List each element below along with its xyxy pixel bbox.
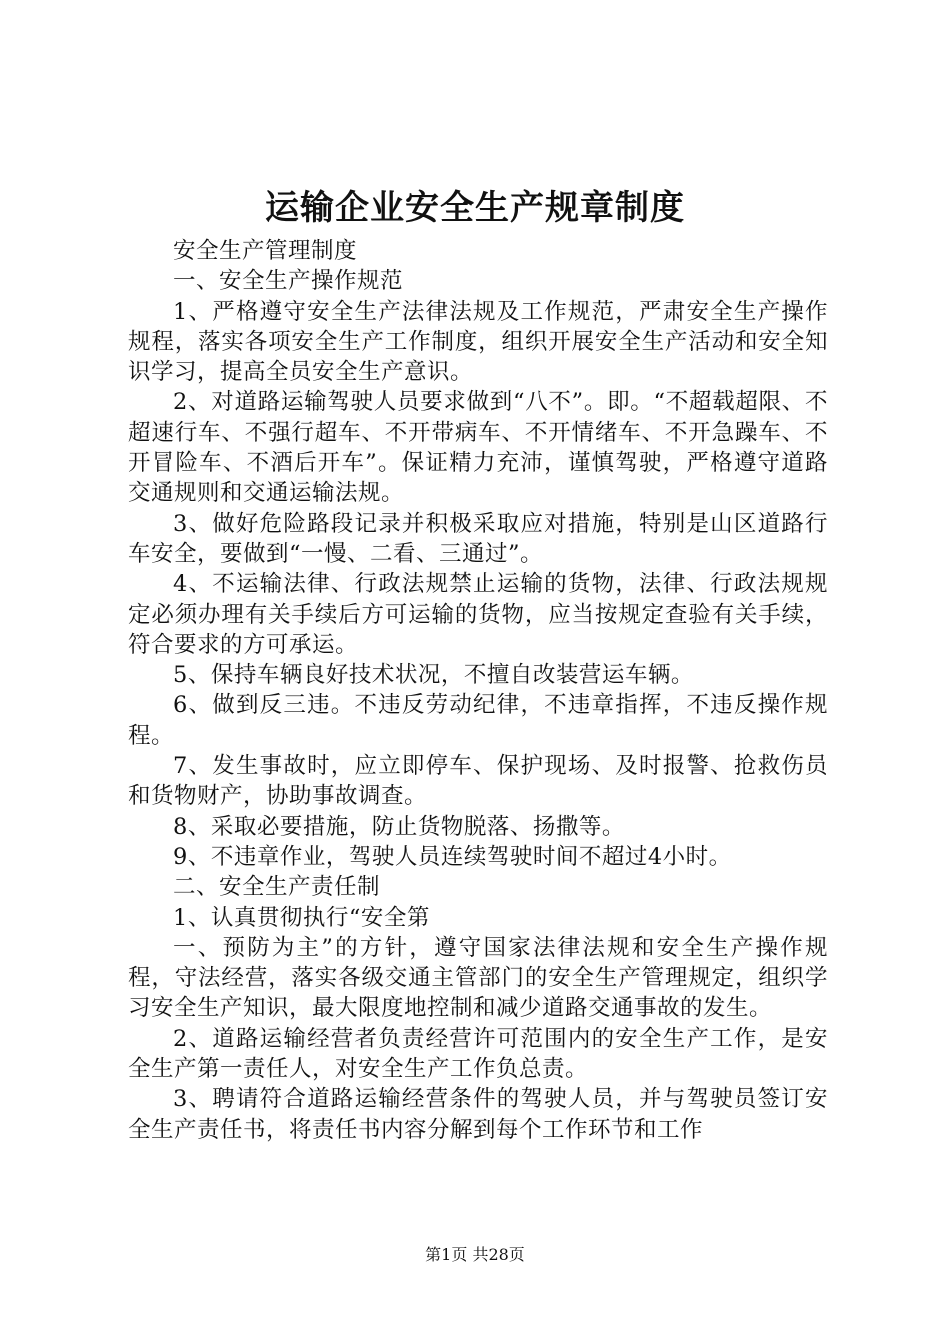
paragraph: 7、发生事故时，应立即停车、保护现场、及时报警、抢救伤员和货物财产，协助事故调查。 [128, 753, 828, 810]
document-body [128, 236, 828, 1145]
paragraph: 4、不运输法律、行政法规禁止运输的货物，法律、行政法规规定必须办理有关手续后方可运输的货物，应当按规定查验有关手续，符合要求的方可承运。 [128, 571, 828, 658]
document-title: 运输企业安全生产规章制度 [265, 188, 685, 228]
paragraph: 2、道路运输经营者负责经营许可范围内的安全生产工作，是安全生产第一责任人，对安全生产工作负总责。 [128, 1025, 828, 1083]
paragraph: 5、保持车辆良好技术状况，不擅自改装营运车辆。 [173, 662, 694, 689]
paragraph: 3、聘请符合道路运输经营条件的驾驶人员，并与驾驶员签订安全生产责任书，将责任书内容分解到每个工作环节和工作 [128, 1086, 828, 1143]
paragraph-subtitle: 安全生产管理制度 [173, 238, 358, 264]
paragraph: 1、严格遵守安全生产法律法规及工作规范，严肃安全生产操作规程，落实各项安全生产工作制度，组织开展安全生产活动和安全知识学习，提高全员安全生产意识。 [128, 298, 828, 386]
section-heading: 一、安全生产操作规范 [173, 268, 404, 295]
paragraph: 6、做到反三违。不违反劳动纪律，不违章指挥，不违反操作规程。 [128, 692, 828, 749]
paragraph: 2、对道路运输驾驶人员要求做到“八不”。即。“不超载超限、不超速行车、不强行超车、不开带病车、不开情绪车、不开急躁车、不开冒险车、不酒后开车”。保证精力充沛，谨慎驾驶，严格遵守道路交通规则和交通运输法规。 [128, 389, 828, 507]
paragraph: 9、不违章作业，驾驶人员连续驾驶时间不超过4小时。 [173, 843, 732, 870]
paragraph: 8、采取必要措施，防止货物脱落、扬撒等。 [173, 813, 625, 840]
paragraph: 1、认真贯彻执行“安全第 [173, 904, 430, 931]
section-heading: 二、安全生产责任制 [173, 874, 381, 901]
paragraph: 一、预防为主”的方针，遵守国家法律法规和安全生产操作规程，守法经营，落实各级交通主管部门的安全生产管理规定，组织学习安全生产知识，最大限度地控制和减少道路交通事故的发生。 [128, 934, 828, 1022]
paragraph: 3、做好危险路段记录并积极采取应对措施，特别是山区道路行车安全，要做到“一慢、二看、三通过”。 [128, 510, 828, 567]
page-footer: 第1页 共28页 [425, 1245, 525, 1264]
